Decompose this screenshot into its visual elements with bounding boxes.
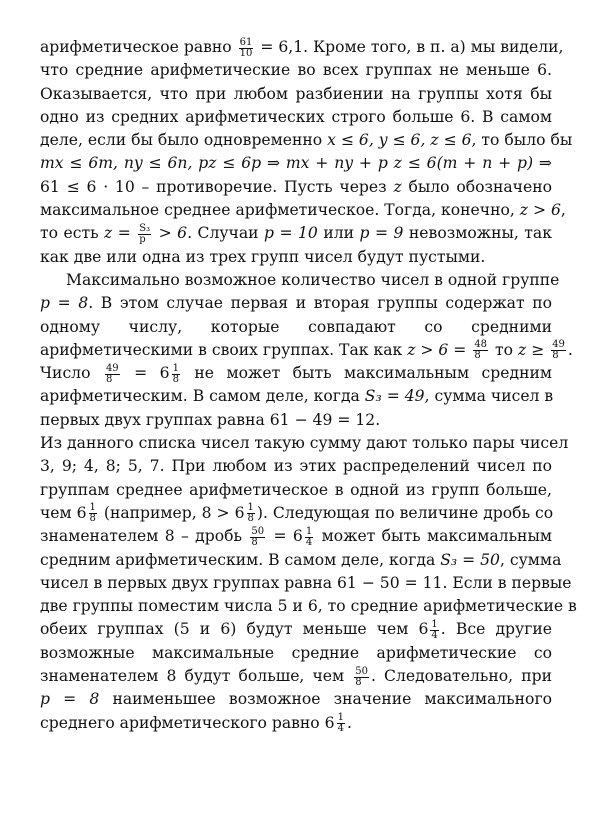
text-line	[40, 339, 573, 362]
text-line	[40, 199, 566, 222]
math-expression: S₃ = 50	[440, 550, 500, 569]
text-run: максимальное среднее арифметическое. Тогда, конечно,	[40, 201, 520, 220]
text-line	[40, 642, 552, 665]
text-run: было обозначено	[401, 177, 553, 196]
text-line	[40, 572, 572, 595]
text-run: ). Следующая по величине дробь со	[256, 503, 554, 522]
fraction	[138, 224, 151, 245]
text-run: наименьшее возможное значение максимального	[99, 690, 553, 709]
text-run: ,	[560, 201, 566, 220]
fraction-denominator: 8	[474, 350, 481, 362]
fraction-numerator: 1	[431, 618, 438, 630]
fraction-denominator: 8	[247, 513, 254, 525]
fraction	[354, 667, 369, 688]
text-run: знаменателем 8 будут больше, чем	[40, 667, 353, 686]
text-line	[40, 176, 552, 199]
text-line	[40, 525, 552, 548]
fraction	[250, 527, 265, 548]
text-run: может быть максимальным	[315, 527, 552, 546]
text-run: то есть	[40, 224, 105, 243]
math-expression: mx ≤ 6m, ny ≤ 6n, pz ≤ 6p ⇒ mx + ny + p z ≤ 6(m + n + p) ⇒	[40, 154, 552, 173]
math-expression: > 6	[153, 224, 188, 243]
fraction-denominator: 4	[305, 536, 313, 548]
fraction-denominator: 8	[89, 513, 96, 525]
text-run: 3, 9; 4, 8; 5, 7. При любом из этих распределений чисел по	[40, 457, 552, 476]
text-run: Оказывается, что при любом разбиении на группы хотя бы	[40, 84, 552, 103]
fraction	[430, 620, 438, 641]
text-line	[40, 222, 552, 245]
fraction	[247, 503, 255, 524]
text-run: что средние арифметические во всех группах не меньше 6.	[40, 61, 552, 80]
fraction	[473, 340, 488, 361]
fraction-denominator: 8	[251, 536, 258, 548]
text-run: одно из средних арифметических строго больше 6. В самом	[40, 107, 552, 126]
text-line	[40, 712, 552, 735]
text-run: . Следовательно, при	[370, 667, 552, 686]
text-line	[40, 362, 552, 385]
text-run: знаменателем 8 – дробь	[40, 527, 249, 546]
text-line	[40, 595, 577, 618]
text-run: чем 6	[40, 503, 87, 522]
text-line	[40, 688, 552, 711]
text-run: Число	[40, 364, 103, 383]
text-run: среднего арифметического равно 6	[40, 713, 335, 732]
text-line	[40, 59, 552, 82]
text-line	[40, 246, 552, 269]
math-expression: p = 10	[264, 224, 318, 243]
text-line	[40, 106, 552, 129]
text-line	[40, 432, 569, 455]
fraction	[105, 364, 120, 385]
text-run: . Случаи	[187, 224, 265, 243]
text-line	[40, 409, 552, 432]
text-line	[40, 502, 552, 525]
fraction	[551, 340, 566, 361]
math-expression: z =	[104, 224, 137, 243]
text-run: 61 ≤ 6 · 10 – противоречие. Пусть через	[40, 177, 394, 196]
math-expression: z > 6	[519, 201, 561, 220]
fraction	[172, 364, 180, 385]
text-run: , то было бы	[471, 131, 573, 150]
fraction-numerator: 49	[105, 362, 119, 374]
text-line	[40, 316, 552, 339]
fraction-numerator: 1	[337, 712, 344, 724]
text-run: (например, 8 > 6	[98, 503, 245, 522]
fraction-numerator: 1	[89, 502, 96, 514]
fraction-numerator: 49	[552, 339, 565, 351]
fraction	[89, 503, 97, 524]
text-run: , сумма	[499, 550, 562, 569]
text-run: первых двух группах равна 61 − 49 = 12.	[40, 410, 381, 429]
text-run: .	[567, 340, 573, 359]
text-run: две группы поместим числа 5 и 6, то средние арифметические в	[40, 597, 577, 616]
math-expression: z ≥	[517, 340, 550, 359]
fraction-numerator: 1	[305, 525, 313, 537]
text-run: .	[346, 713, 352, 732]
text-run: = 6	[121, 364, 170, 383]
text-line	[40, 83, 552, 106]
text-run: средним арифметическим. В самом деле, когда	[40, 550, 441, 569]
text-line	[40, 549, 562, 572]
text-run: арифметическое равно	[40, 38, 237, 56]
fraction-numerator: S₃	[139, 222, 151, 234]
text-line	[40, 269, 560, 292]
text-run: невозможны, так	[403, 224, 552, 243]
text-run: Из данного списка чисел такую сумму дают только пары чисел	[40, 434, 569, 453]
text-line	[40, 385, 552, 408]
text-line	[40, 618, 552, 641]
text-run: = 6,1. Кроме того, в п. а) мы видели,	[255, 38, 564, 56]
math-expression: x ≤ 6, y ≤ 6, z ≤ 6	[327, 131, 472, 150]
fraction	[239, 38, 254, 59]
fraction	[337, 713, 345, 734]
text-run: или	[317, 224, 360, 243]
text-run: . В этом случае первая и вторая группы содержат по	[88, 294, 552, 313]
math-expression: p = 8	[40, 690, 100, 709]
fraction-numerator: 1	[172, 362, 179, 374]
document-page	[40, 36, 577, 735]
fraction-denominator: 8	[552, 350, 559, 362]
math-expression: p = 8	[40, 294, 89, 313]
fraction-numerator: 50	[355, 665, 368, 677]
text-run: арифметическими в своих группах. Так как	[40, 340, 408, 359]
fraction-denominator: 4	[337, 723, 344, 735]
text-run: Максимально возможное количество чисел в одной группе	[66, 270, 560, 289]
text-run: = 6	[267, 527, 303, 546]
math-expression: p = 9	[359, 224, 404, 243]
fraction-numerator: 1	[247, 502, 254, 514]
text-line	[40, 455, 552, 478]
fraction-numerator: 50	[251, 525, 265, 537]
math-expression: z > 6 =	[407, 340, 472, 359]
text-run: деле, если бы было одновременно	[40, 131, 328, 150]
text-line	[40, 292, 552, 315]
fraction-denominator: 4	[431, 629, 438, 641]
fraction-denominator: p	[139, 233, 146, 245]
text-run: возможные максимальные средние арифметические со	[40, 643, 552, 662]
text-run: обеих группах (5 и 6) будут меньше чем 6	[40, 620, 429, 639]
text-line	[40, 152, 552, 175]
text-line	[40, 129, 573, 152]
fraction	[305, 527, 313, 548]
text-run: то	[490, 340, 518, 359]
text-run: . Все другие	[440, 620, 552, 639]
fraction-denominator: 8	[105, 373, 113, 385]
fraction-denominator: 8	[172, 373, 179, 385]
fraction-denominator: 8	[355, 676, 362, 688]
text-line	[40, 36, 564, 59]
text-run: , сумма чисел в	[424, 387, 554, 406]
text-run: как две или одна из трех групп чисел будут пустыми.	[40, 247, 486, 266]
math-expression: S₃ = 49	[364, 387, 425, 406]
text-line	[40, 479, 552, 502]
fraction-denominator: 10	[239, 47, 253, 59]
fraction-numerator: 48	[474, 339, 488, 351]
text-run: не может быть максимальным средним	[181, 364, 552, 383]
text-run: одному числу, которые совпадают со средними	[40, 317, 552, 336]
math-expression: z	[393, 177, 402, 196]
fraction-numerator: 61	[239, 36, 253, 48]
text-run: чисел в первых двух группах равна 61 − 50 = 11. Если в первые	[40, 573, 572, 592]
text-run: арифметическим. В самом деле, когда	[40, 387, 365, 406]
text-line	[40, 665, 552, 688]
text-run: группам среднее арифметическое в одной из групп больше,	[40, 480, 552, 499]
